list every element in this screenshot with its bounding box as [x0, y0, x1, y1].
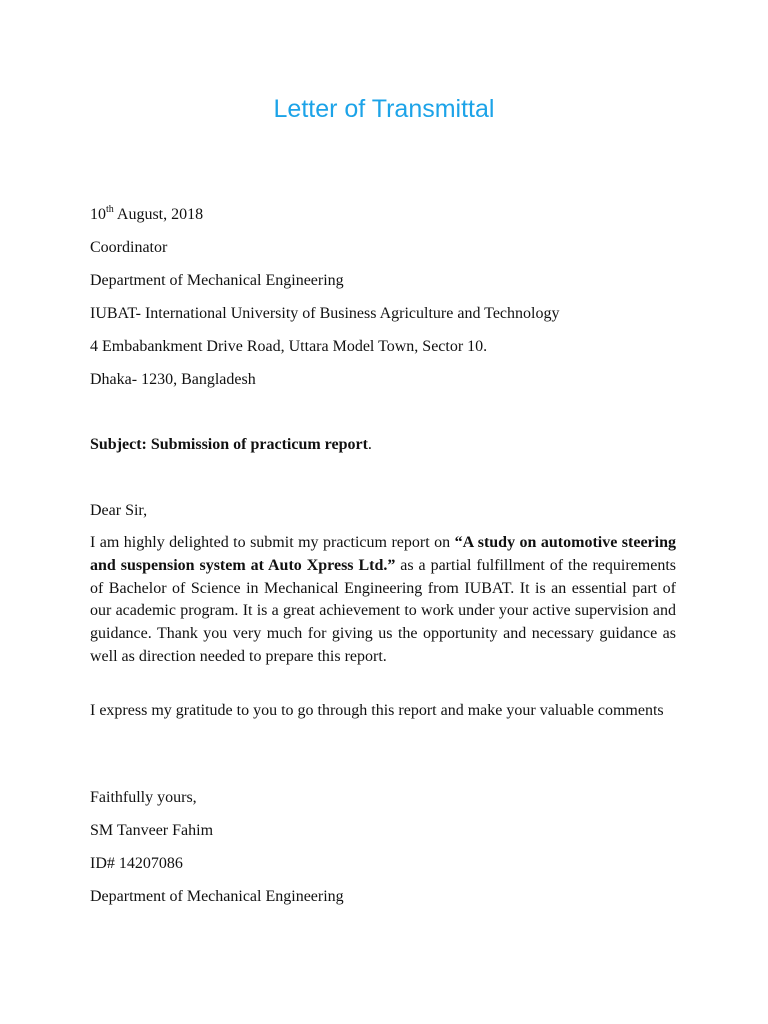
sender-id: ID# 14207086 — [90, 855, 183, 872]
sender-name: SM Tanveer Fahim — [90, 822, 214, 839]
recipient-title: Coordinator — [90, 239, 168, 256]
sender-department: Department of Mechanical Engineering — [90, 888, 344, 905]
recipient-street: 4 Embabankment Drive Road, Uttara Model Town, Sector 10. — [90, 338, 488, 355]
date-rest: August, 2018 — [113, 206, 204, 223]
report-title: “A study on automotive steering and suspension system at Auto Xpress Ltd.” — [90, 534, 676, 574]
subject-line — [90, 435, 372, 455]
subject-period: . — [367, 436, 372, 453]
subject-text: Subject: Submission of practicum report — [90, 436, 368, 453]
salutation: Dear Sir, — [90, 502, 148, 519]
p1-end: as a partial fulfillment of the requirements of Bachelor of Science in Mechanical Engineering from IUBAT. It is an essential part of our academic program. It is a great achievement to work under your active supervision and guidance. Thank you very much for giving us the opportunity and necessary guidance as well as direction needed to prepare this report. — [90, 556, 676, 665]
recipient-city: Dhaka- 1230, Bangladesh — [90, 371, 256, 388]
body-paragraph-2: I express my gratitude to you to go through this report and make your valuable comments — [90, 702, 664, 719]
body-paragraph-1 — [90, 532, 676, 669]
recipient-university: IUBAT- International University of Business Agriculture and Technology — [90, 305, 560, 322]
recipient-department: Department of Mechanical Engineering — [90, 272, 344, 289]
date-day: 10 — [90, 206, 106, 223]
closing-signoff: Faithfully yours, — [90, 789, 197, 806]
letter-title: Letter of Transmittal — [273, 95, 495, 123]
letter-date — [90, 205, 203, 225]
date-suffix: th — [106, 204, 114, 215]
p1-start: I am highly delighted to submit my practicum report on — [90, 534, 455, 551]
